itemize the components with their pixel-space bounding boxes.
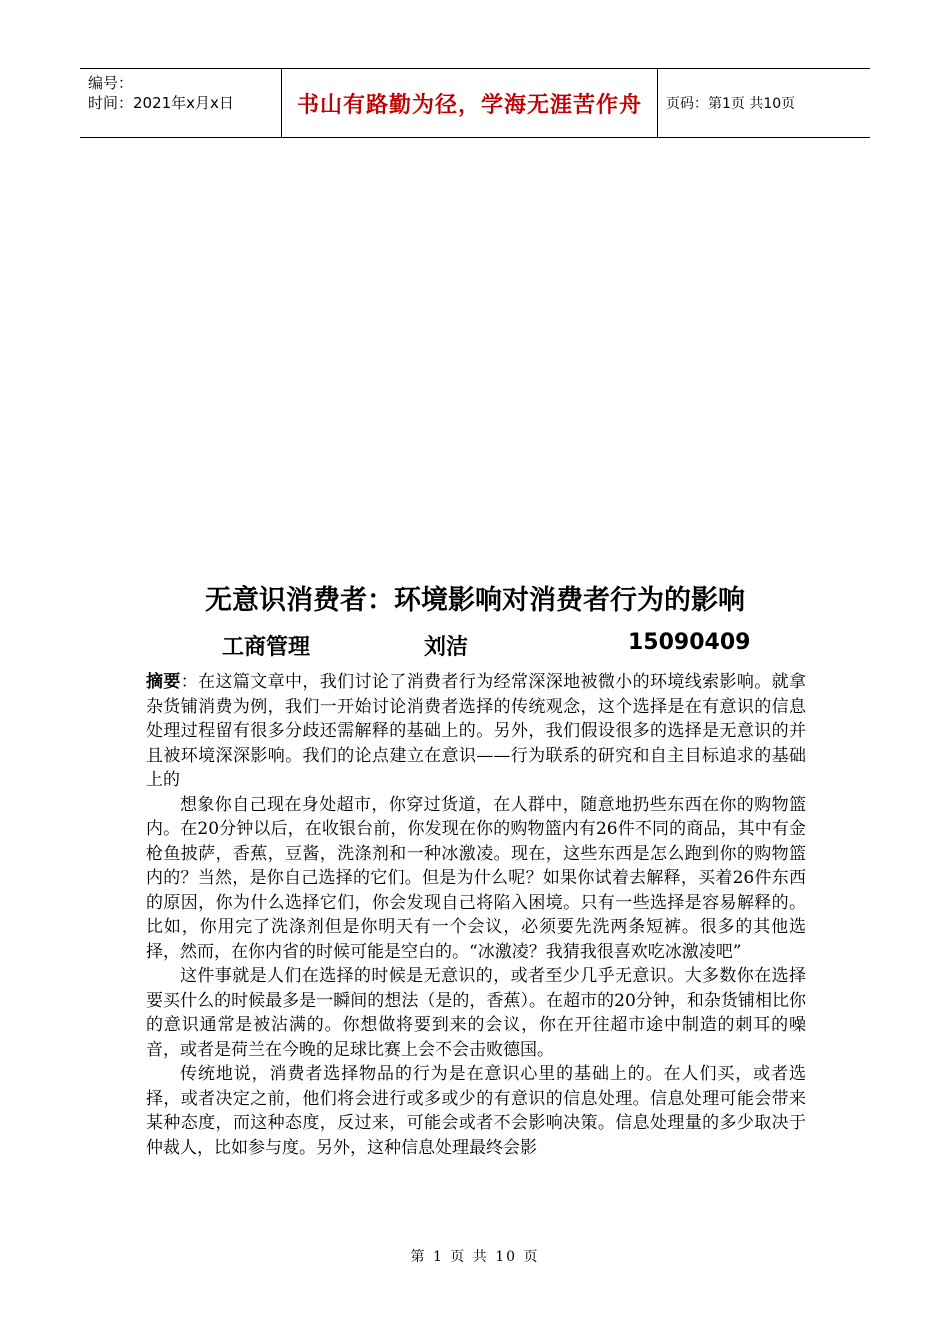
header-page-cell bbox=[658, 69, 870, 137]
paragraph-2: 这件事就是人们在选择的时候是无意识的，或者至少几乎无意识。大多数你在选择要买什么的时候最多是一瞬间的想法（是的，香蕉）。在超市的20分钟，和杂货铺相比你的意识通常是被沾满的。你想做将要到来的会议，你在开往超市途中制造的刺耳的噪音，或者是荷兰在今晚的足球比赛上会不会击败德国。 bbox=[146, 966, 806, 1060]
motto: 书山有路勤为径，学海无涯苦作舟 bbox=[296, 92, 642, 118]
header-meta-cell bbox=[80, 69, 282, 137]
author-line bbox=[0, 630, 950, 662]
abstract-paragraph bbox=[146, 670, 806, 793]
paragraph-3: 传统地说，消费者选择物品的行为是在意识心里的基础上的。在人们买，或者选择，或者决定之前，他们将会进行或多或少的有意识的信息处理。信息处理可能会带来某种态度，而这种态度，反过来，可能会或者不会影响决策。信息处理量的多少取决于仲裁人，比如参与度。另外，这种信息处理最终会影 bbox=[146, 1064, 806, 1158]
document-title: 无意识消费者：环境影响对消费者行为的影响 bbox=[205, 585, 745, 616]
header-table bbox=[80, 68, 870, 138]
student-id: 15090409 bbox=[628, 630, 751, 655]
page-info: 页码：第1页 共10页 bbox=[666, 96, 796, 112]
date-label: 时间：2021年x月x日 bbox=[88, 94, 234, 112]
body-text bbox=[146, 670, 806, 1160]
page-footer: 第 1 页 共 10 页 bbox=[410, 1249, 540, 1265]
author-name: 刘洁 bbox=[424, 635, 469, 660]
major: 工商管理 bbox=[222, 635, 311, 660]
header-motto-cell bbox=[282, 69, 658, 137]
abstract-label: 摘要 bbox=[146, 672, 181, 692]
serial-label: 编号： bbox=[88, 74, 134, 92]
abstract-text: ：在这篇文章中，我们讨论了消费者行为经常深深地被微小的环境线索影响。就拿杂货铺消费为例，我们一开始讨论消费者选择的传统观念，这个选择是在有意识的信息处理过程留有很多分歧还需解释的基础上的。另外，我们假设很多的选择是无意识的并且被环境深深影响。我们的论点建立在意识——行为联系的研究和自主目标追求的基础上的 bbox=[146, 672, 807, 790]
paragraph-1: 想象你自己现在身处超市，你穿过货道，在人群中，随意地扔些东西在你的购物篮内。在20分钟以后，在收银台前，你发现在你的购物篮内有26件不同的商品，其中有金枪鱼披萨，香蕉，豆酱，洗涤剂和一种冰激凌。现在，这些东西是怎么跑到你的购物篮内的？当然，是你自己选择的它们。但是为什么呢？如果你试着去解释，买着26件东西的原因，你为什么选择它们，你会发现自己将陷入困境。只有一些选择是容易解释的。比如，你用完了洗涤剂但是你明天有一个会议，必须要先洗两条短裤。很多的其他选择，然而，在你内省的时候可能是空白的。“冰激凌？我猜我很喜欢吃冰激凌吧” bbox=[146, 794, 806, 962]
